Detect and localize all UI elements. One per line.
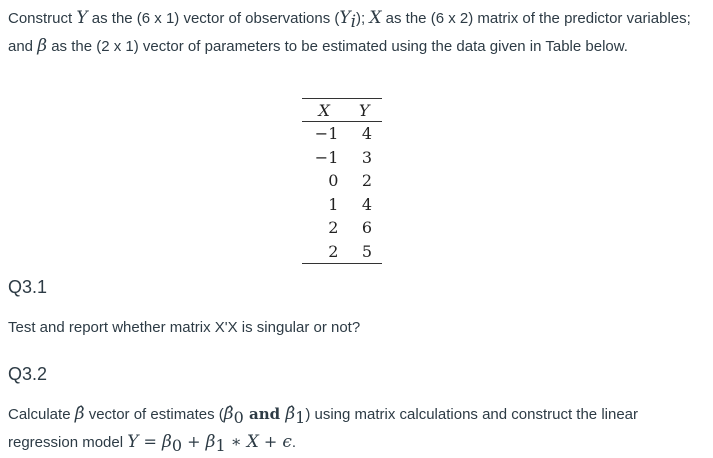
math-beta1-hat: β̂ bbox=[285, 404, 296, 424]
model-times: ∗ bbox=[225, 432, 247, 451]
q32-text-1: Calculate bbox=[8, 406, 75, 423]
intro-text-5: as the (2 x 1) vector of parameters to be estimated using the data given in Table below. bbox=[47, 38, 628, 55]
math-yi: Y bbox=[339, 8, 351, 28]
model-plus-1: + bbox=[182, 432, 206, 451]
table-cell-x: 2 bbox=[302, 240, 346, 264]
table-cell-x: 2 bbox=[328, 218, 339, 238]
table-header-y: Y bbox=[346, 99, 382, 122]
table-cell-y: 4 bbox=[361, 194, 372, 214]
intro-text-1: Construct bbox=[8, 10, 77, 27]
table-row bbox=[302, 216, 382, 240]
table-cell-x: 1 bbox=[328, 194, 339, 214]
model-x: X bbox=[246, 432, 259, 452]
data-table-container bbox=[302, 98, 382, 264]
model-epsilon: ϵ bbox=[282, 432, 292, 452]
table-row bbox=[302, 122, 382, 146]
table-header-row bbox=[302, 99, 382, 122]
data-table bbox=[302, 99, 382, 264]
table-row bbox=[302, 146, 382, 170]
math-beta0-hat: β̂ bbox=[223, 404, 234, 424]
model-plus-2: + bbox=[258, 432, 283, 451]
table-row bbox=[302, 169, 382, 193]
q32-paragraph bbox=[8, 402, 708, 458]
table-header-x: X bbox=[302, 99, 346, 122]
math-beta1-subscript: 1 bbox=[295, 408, 306, 427]
intro-text-4: as the (6 x 2) matrix of the predictor variables; and bbox=[8, 10, 691, 55]
math-beta0-subscript: 0 bbox=[233, 408, 244, 427]
math-and: and bbox=[243, 405, 286, 423]
table-cell-y: 6 bbox=[361, 218, 372, 238]
math-y: Y bbox=[76, 8, 88, 28]
model-equals: = bbox=[138, 432, 163, 451]
math-beta: β bbox=[37, 36, 48, 56]
model-beta1: β bbox=[205, 432, 216, 452]
math-yi-subscript: i bbox=[350, 12, 357, 32]
q32-text-2: vector of estimates ( bbox=[84, 406, 224, 423]
table-cell-y: 5 bbox=[346, 240, 382, 264]
table-cell-y: 4 bbox=[361, 124, 372, 144]
intro-text-3: ); bbox=[356, 10, 370, 27]
table-row bbox=[302, 240, 382, 264]
table-cell-x: 0 bbox=[328, 171, 339, 191]
math-beta-hat: β̂ bbox=[74, 404, 85, 424]
question-document bbox=[8, 6, 708, 59]
intro-text-2: as the (6 x 1) vector of observations ( bbox=[87, 10, 340, 27]
model-beta0: β bbox=[162, 432, 172, 452]
q31-heading: Q3.1 bbox=[8, 277, 48, 297]
table-row bbox=[302, 193, 382, 217]
q31-text: Test and report whether matrix X'X is singular or not? bbox=[8, 319, 361, 336]
model-period: . bbox=[291, 434, 297, 451]
q32-heading: Q3.2 bbox=[8, 364, 48, 384]
q32-text-3: ) using matrix calculations and construct the linear regression model bbox=[8, 406, 639, 451]
model-beta1-subscript: 1 bbox=[215, 436, 226, 455]
intro-paragraph bbox=[8, 6, 708, 59]
model-y: Y bbox=[127, 432, 139, 452]
model-beta0-subscript: 0 bbox=[171, 436, 183, 455]
table-cell-x: −1 bbox=[314, 147, 339, 167]
table-cell-x: −1 bbox=[314, 124, 339, 144]
table-cell-y: 2 bbox=[361, 171, 372, 191]
math-x: X bbox=[369, 8, 382, 28]
table-cell-y: 3 bbox=[361, 147, 372, 167]
